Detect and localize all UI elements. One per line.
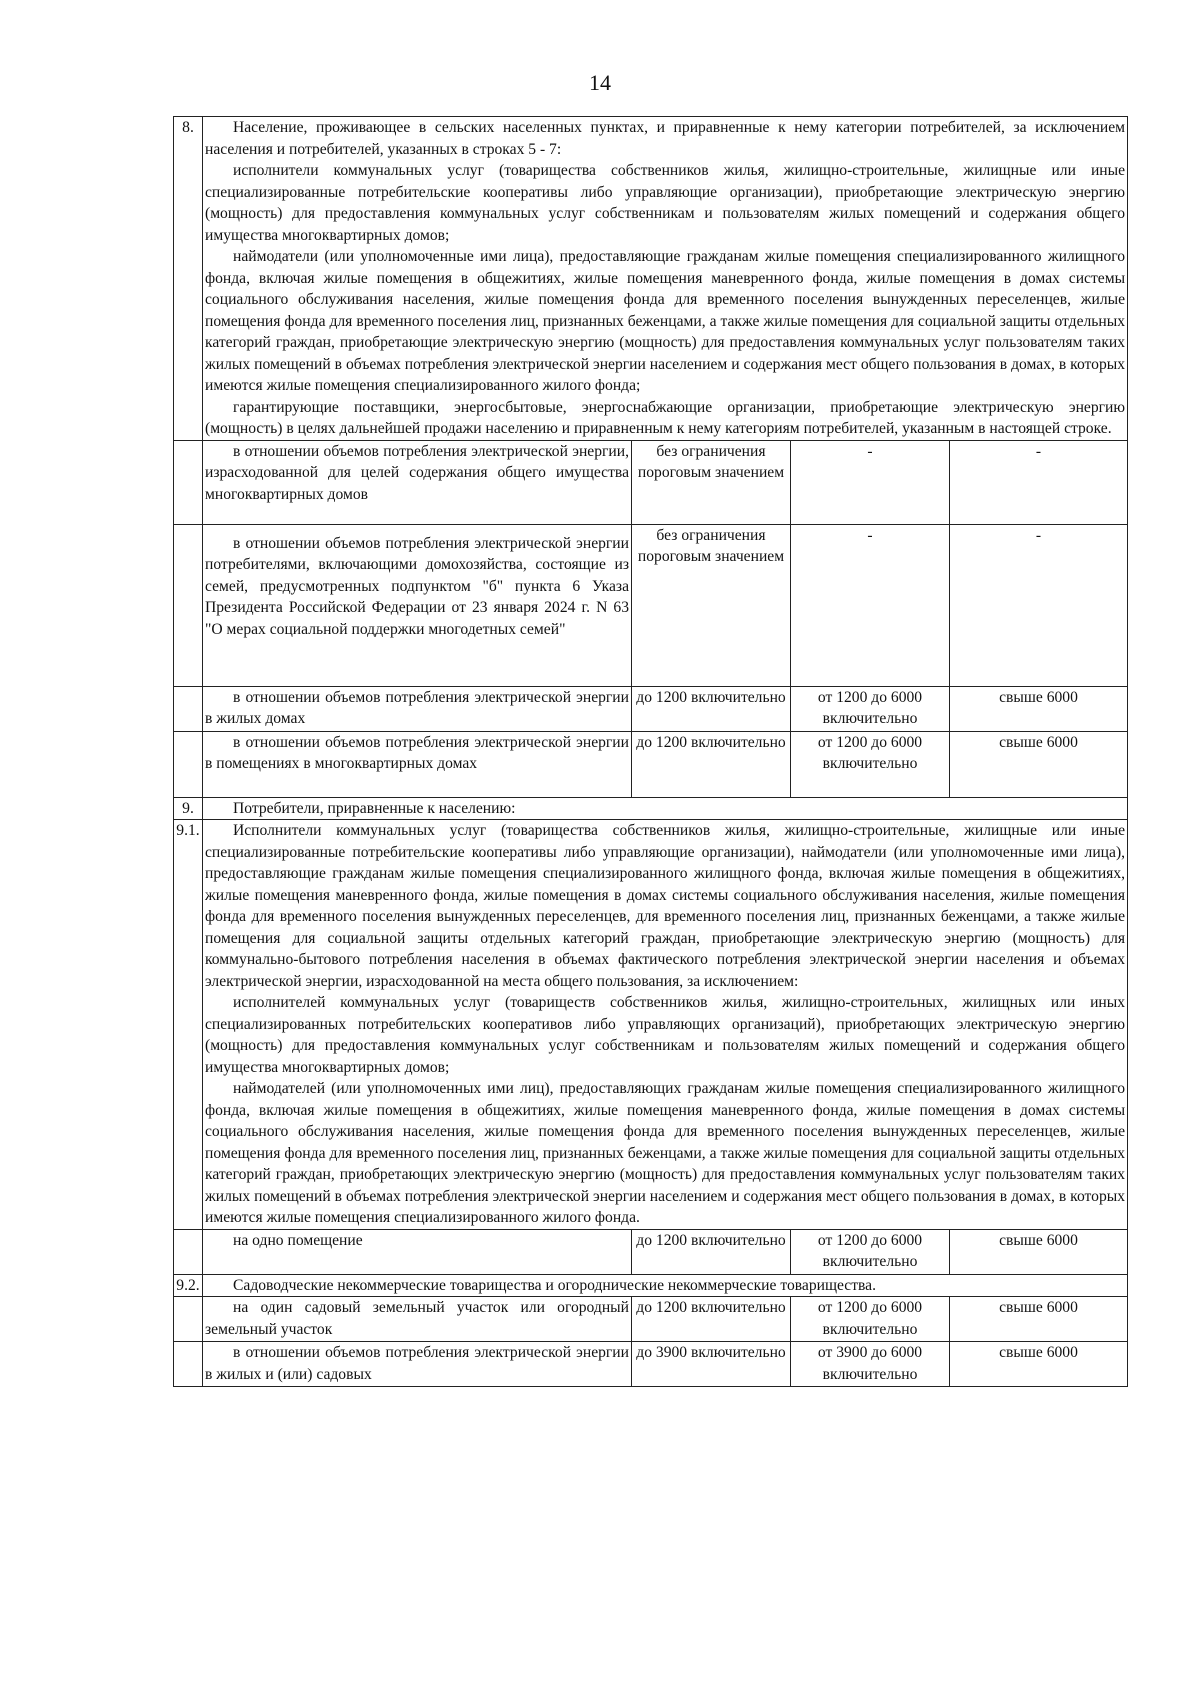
row-number bbox=[174, 1342, 203, 1387]
threshold-3: свыше 6000 bbox=[950, 1229, 1128, 1274]
threshold-1: без ограничения пороговым значением bbox=[632, 524, 791, 686]
threshold-2: от 1200 до 6000 включительно bbox=[791, 1229, 950, 1274]
subrow-label-text: в отношении объемов потребления электрической энергии, израсходованной для целей содержания общего имущества многоквартирных домов bbox=[205, 442, 629, 503]
paragraph: наймодатели (или уполномоченные ими лица), предоставляющие гражданам жилые помещения специализированного жилищного фонда, включая жилые помещения в общежитиях, жилые помещения маневренного фонда, жилые помещения в домах системы социального обслуживания населения, жилые помещения фонда для временного поселения вынужденных переселенцев, жилые помещения фонда для временного поселения лиц, признанных беженцами, а также жилые помещения для социальной защиты отдельных категорий граждан, приобретающие электрическую энергию (мощность) для предоставления коммунальных услуг пользователям таких жилых помещений в объемах потребления электрической энергии населением и содержания мест общего пользования в домах, в которых имеются жилые помещения специализированного жилого фонда; bbox=[205, 248, 1126, 394]
subrow-label bbox=[203, 524, 632, 686]
paragraph: наймодателей (или уполномоченных ими лиц), предоставляющих гражданам жилые помещения специализированного жилищного фонда, включая жилые помещения в общежитиях, жилые помещения маневренного фонда, жилые помещения в домах системы социального обслуживания населения, жилые помещения фонда для временного поселения вынужденных переселенцев, жилые помещения фонда для временного поселения лиц, признанных беженцами, а также жилые помещения для социальной защиты отдельных категорий граждан, приобретающих электрическую энергию (мощность) для предоставления коммунальных услуг пользователям таких жилых помещений в объемах потребления электрической энергии населением и содержания мест общего пользования в домах, в которых имеются жилые помещения специализированного жилого фонда. bbox=[205, 1080, 1126, 1226]
paragraph: Исполнители коммунальных услуг (товарищества собственников жилья, жилищно-строительные, жилищные или иные специализированные потребительские кооперативы либо управляющие организации), наймодатели (или уполномоченные ими лица), предоставляющие гражданам жилые помещения специализированного жилищного фонда, включая жилые помещения в общежитиях, жилые помещения маневренного фонда, жилые помещения в домах системы социального обслуживания населения, жилые помещения фонда для временного поселения вынужденных переселенцев, для временного поселения лиц, признанных беженцами, а также жилые помещения для социальной защиты отдельных категорий граждан, приобретающие электрическую энергию (мощность) для коммунально-бытового потребления населения в объемах фактического потребления электрической энергии населения и объемах электрической энергии, израсходованной на места общего пользования, за исключением: bbox=[205, 822, 1126, 990]
paragraph: гарантирующие поставщики, энергосбытовые, энергоснабжающие организации, приобретающие электрическую энергию (мощность) в целях дальнейшей продажи населению и приравненным к нему категориям потребителей, указанным в настоящей строке. bbox=[205, 398, 1126, 437]
table-row bbox=[174, 524, 1128, 686]
subrow-label-text: на одно помещение bbox=[233, 1231, 363, 1249]
subrow-label-text: на один садовый земельный участок или огородный земельный участок bbox=[205, 1299, 629, 1338]
subrow-label-text: в отношении объемов потребления электрической энергии потребителями, включающими домохозяйства, состоящие из семей, предусмотренных подпунктом "б" пункта 6 Указа Президента Российской Федерации от 23 января 2024 г. N 63 "О мерах социальной поддержки многодетных семей" bbox=[205, 534, 629, 638]
row-number bbox=[174, 524, 203, 686]
subrow-label bbox=[203, 1297, 632, 1342]
threshold-1: до 1200 включительно bbox=[632, 731, 791, 797]
page-number: 14 bbox=[589, 70, 611, 95]
table-row bbox=[174, 1274, 1128, 1297]
threshold-2: - bbox=[791, 524, 950, 686]
row-description bbox=[203, 797, 1128, 820]
threshold-1: до 1200 включительно bbox=[632, 1297, 791, 1342]
threshold-2: - bbox=[791, 440, 950, 524]
threshold-3: - bbox=[950, 524, 1128, 686]
row-number bbox=[174, 1229, 203, 1274]
paragraph: Садоводческие некоммерческие товарищества и огороднические некоммерческие товарищества. bbox=[233, 1276, 877, 1294]
row-number bbox=[174, 731, 203, 797]
table-row bbox=[174, 1342, 1128, 1387]
paragraph: Население, проживающее в сельских населенных пунктах, и приравненные к нему категории потребителей, за исключением населения и потребителей, указанных в строках 5 - 7: bbox=[205, 119, 1126, 158]
table-row bbox=[174, 686, 1128, 731]
row-number: 9. bbox=[174, 797, 203, 820]
table-row bbox=[174, 117, 1128, 441]
threshold-3: - bbox=[950, 440, 1128, 524]
threshold-1: до 3900 включительно bbox=[632, 1342, 791, 1387]
threshold-1: до 1200 включительно bbox=[632, 1229, 791, 1274]
row-number bbox=[174, 686, 203, 731]
paragraph: исполнители коммунальных услуг (товарищества собственников жилья, жилищно-строительные, жилищные или иные специализированные потребительские кооперативы либо управляющие организации), приобретающие электрическую энергию (мощность) для предоставления коммунальных услуг собственникам и пользователям жилых помещений и содержания общего имущества многоквартирных домов; bbox=[205, 162, 1126, 244]
subrow-label bbox=[203, 1342, 632, 1387]
subrow-label bbox=[203, 731, 632, 797]
threshold-3: свыше 6000 bbox=[950, 1297, 1128, 1342]
subrow-label bbox=[203, 1229, 632, 1274]
row-number: 9.2. bbox=[174, 1274, 203, 1297]
threshold-1: до 1200 включительно bbox=[632, 686, 791, 731]
subrow-label-text: в отношении объемов потребления электрической энергии в помещениях в многоквартирных домах bbox=[205, 733, 629, 772]
threshold-3: свыше 6000 bbox=[950, 686, 1128, 731]
threshold-2: от 1200 до 6000 включительно bbox=[791, 686, 950, 731]
threshold-2: от 1200 до 6000 включительно bbox=[791, 1297, 950, 1342]
table-row bbox=[174, 1297, 1128, 1342]
table-row bbox=[174, 731, 1128, 797]
table-row bbox=[174, 797, 1128, 820]
row-number: 9.1. bbox=[174, 820, 203, 1230]
subrow-label-text: в отношении объемов потребления электрической энергии в жилых домах bbox=[205, 688, 629, 727]
paragraph: Потребители, приравненные к населению: bbox=[233, 799, 516, 817]
threshold-3: свыше 6000 bbox=[950, 731, 1128, 797]
row-number bbox=[174, 1297, 203, 1342]
table-row bbox=[174, 440, 1128, 524]
subrow-label bbox=[203, 440, 632, 524]
threshold-2: от 1200 до 6000 включительно bbox=[791, 731, 950, 797]
row-description bbox=[203, 117, 1128, 441]
threshold-1: без ограничения пороговым значением bbox=[632, 440, 791, 524]
threshold-2: от 3900 до 6000 включительно bbox=[791, 1342, 950, 1387]
table-row bbox=[174, 820, 1128, 1230]
paragraph: исполнителей коммунальных услуг (товариществ собственников жилья, жилищно-строительных, жилищных или иных специализированных потребительских кооперативов либо управляющих организаций), приобретающих электрическую энергию (мощность) для предоставления коммунальных услуг собственникам и пользователям жилых помещений и содержания общего имущества многоквартирных домов; bbox=[205, 994, 1126, 1076]
threshold-3: свыше 6000 bbox=[950, 1342, 1128, 1387]
subrow-label-text: в отношении объемов потребления электрической энергии в жилых и (или) садовых bbox=[205, 1344, 629, 1383]
tariff-table bbox=[173, 116, 1128, 1387]
row-description bbox=[203, 820, 1128, 1230]
subrow-label bbox=[203, 686, 632, 731]
row-description bbox=[203, 1274, 1128, 1297]
table-row bbox=[174, 1229, 1128, 1274]
row-number bbox=[174, 440, 203, 524]
row-number: 8. bbox=[174, 117, 203, 441]
